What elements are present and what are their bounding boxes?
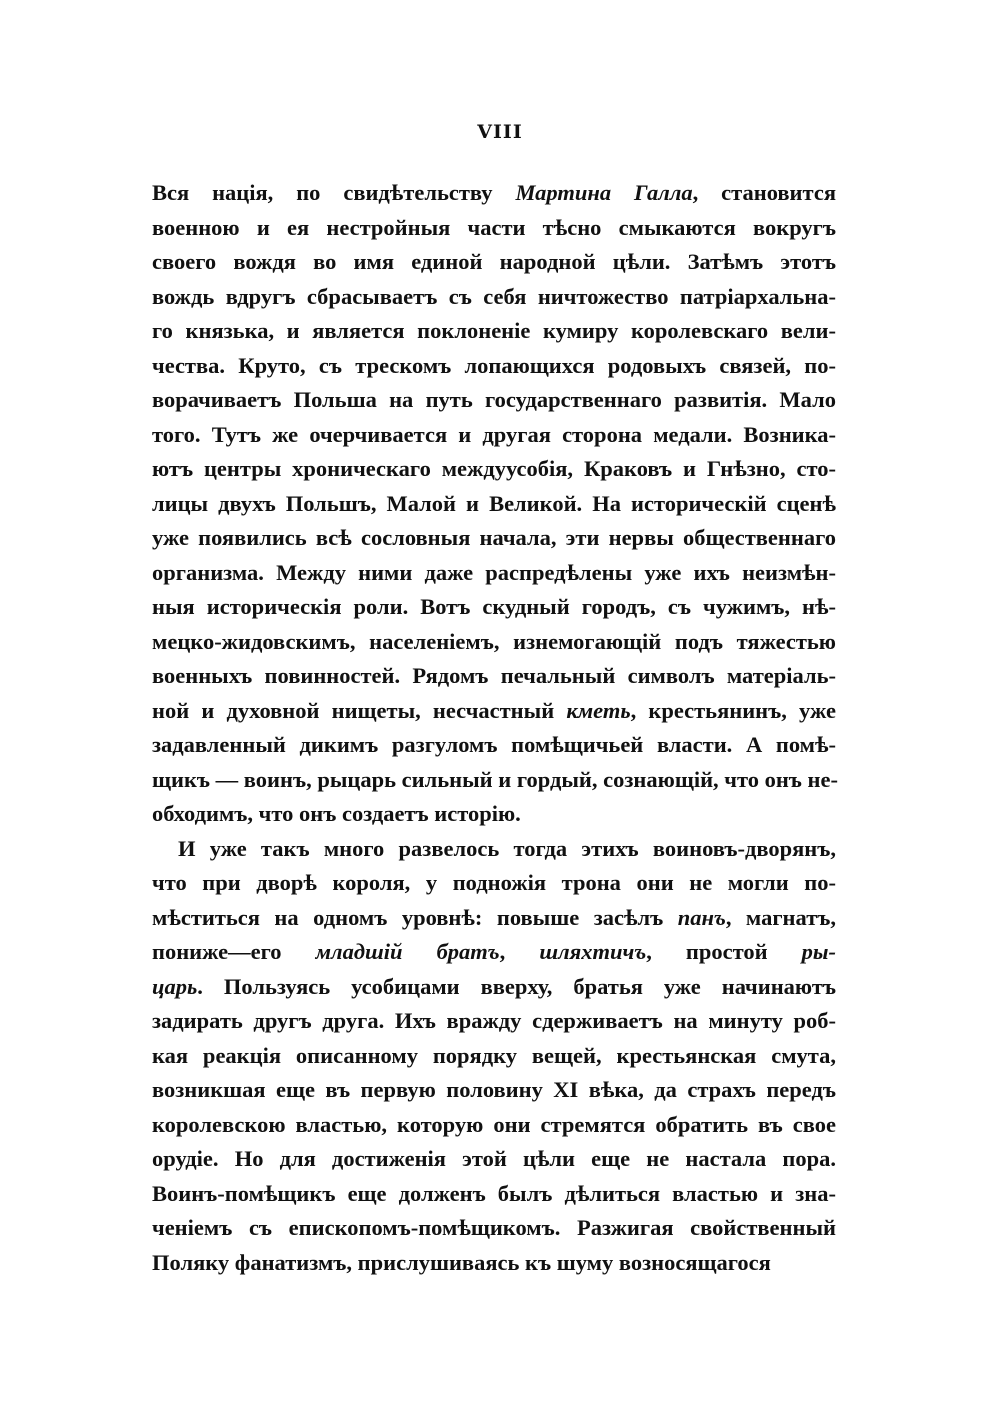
text-line [152, 1211, 836, 1246]
text-segment: . Пользуясь усобицами вверху, братья уже начинаютъ [197, 973, 836, 999]
emphasized-term: царь [152, 973, 198, 999]
text-line [152, 1039, 836, 1074]
text-line [152, 625, 836, 660]
text-segment: пониже—его [152, 939, 316, 964]
text-segment: мецко-жидовскимъ, населеніемъ, изнемогающій подъ тяжестью [152, 628, 836, 654]
text-line [152, 832, 836, 867]
text-line [152, 1246, 836, 1281]
text-segment: , крестьянинъ, уже [630, 697, 836, 723]
text-segment: военною и ея нестройныя части тѣсно смыкаются вокругъ [152, 214, 836, 240]
text-line [152, 280, 836, 315]
text-segment: организма. Между ними даже распредѣлены уже ихъ неизмѣн- [152, 559, 836, 585]
text-segment: задирать другъ друга. Ихъ вражду сдерживаетъ на минуту роб- [152, 1008, 836, 1033]
text-segment: королевскою властью, которую они стремятся обратить въ свое [152, 1111, 836, 1137]
text-segment: ченіемъ съ епископомъ-помѣщикомъ. Разжигая свойственный [152, 1215, 836, 1240]
page-number: VIII [477, 121, 523, 143]
emphasized-term: шляхтичъ [539, 939, 647, 964]
text-line [152, 452, 836, 487]
text-segment: , магнатъ, [725, 904, 836, 930]
text-segment: что при дворѣ короля, у подножія трона они не могли по- [152, 870, 836, 895]
text-segment: Поляку фанатизмъ, прислушиваясь къ шуму возносящагося [152, 1249, 771, 1275]
text-line [152, 245, 836, 280]
text-segment: задавленный дикимъ разгуломъ помѣщичьей власти. А помѣ- [152, 732, 836, 757]
text-line [152, 1073, 836, 1108]
text-segment: обходимъ, что онъ создаетъ исторію. [152, 801, 521, 826]
text-line [152, 349, 836, 384]
text-segment: лицы двухъ Польшъ, Малой и Великой. На историческій сценѣ [152, 490, 836, 516]
text-line [152, 1108, 836, 1143]
text-segment: И уже такъ много развелось тогда этихъ воиновъ-дворянъ, [178, 835, 836, 861]
text-segment: кая реакція описанному порядку вещей, крестьянская смута, [152, 1042, 836, 1068]
body-text [152, 176, 836, 1280]
text-segment: своего вождя во имя единой народной цѣли. Затѣмъ этотъ [152, 249, 836, 274]
text-line [152, 797, 836, 832]
text-segment: , становится [692, 180, 836, 205]
text-line [152, 487, 836, 522]
text-segment: , простой [646, 939, 802, 964]
text-line [152, 556, 836, 591]
text-line [152, 694, 836, 729]
emphasized-term: кметь [566, 697, 631, 723]
text-segment: ныя историческія роли. Вотъ скудный городъ, съ чужимъ, нѣ- [152, 594, 836, 619]
text-segment: мѣститься на одномъ уровнѣ: повыше засѣлъ [152, 904, 678, 930]
text-line [152, 211, 836, 246]
text-line [152, 1004, 836, 1039]
text-line [152, 176, 836, 211]
text-segment: уже появились всѣ сословныя начала, эти нервы общественнаго [152, 525, 836, 550]
text-line [152, 1177, 836, 1212]
text-segment: ной и духовной нищеты, несчастный [152, 697, 567, 723]
paragraph [152, 832, 836, 1281]
text-line [152, 1142, 836, 1177]
text-segment: го князька, и является поклоненіе кумиру королевскаго вели- [152, 318, 836, 343]
text-line [152, 970, 836, 1005]
text-segment: военныхъ повинностей. Рядомъ печальный символъ матеріаль- [152, 663, 836, 688]
text-line [152, 728, 836, 763]
emphasized-term: Мартина Галла [515, 180, 693, 205]
text-line [152, 314, 836, 349]
text-segment: ютъ центры хроническаго междуусобія, Краковъ и Гнѣзно, сто- [152, 456, 836, 481]
text-segment: Вся нація, по свидѣтельству [152, 180, 516, 205]
text-line [152, 935, 836, 970]
text-segment: орудіе. Но для достиженія этой цѣли еще не настала пора. [152, 1146, 836, 1171]
text-segment: чества. Круто, съ трескомъ лопающихся родовыхъ связей, по- [152, 352, 836, 378]
paragraph [152, 176, 836, 832]
text-line [152, 866, 836, 901]
text-line [152, 659, 836, 694]
emphasized-term: младшій братъ [315, 939, 500, 964]
text-line [152, 383, 836, 418]
text-line [152, 590, 836, 625]
text-line [152, 763, 836, 798]
text-segment: ворачиваетъ Польша на путь государственнаго развитія. Мало [152, 387, 836, 412]
text-segment: , [499, 939, 540, 964]
text-segment: вождь вдругъ сбрасываетъ съ себя ничтожество патріархальна- [152, 283, 836, 309]
text-line [152, 521, 836, 556]
text-segment: того. Тутъ же очерчивается и другая сторона медали. Возника- [152, 421, 836, 447]
text-line [152, 901, 836, 936]
text-line [152, 418, 836, 453]
emphasized-term: панъ [677, 904, 726, 930]
text-segment: возникшая еще въ первую половину XI вѣка, да страхъ передъ [152, 1077, 836, 1102]
text-segment: щикъ — воинъ, рыцарь сильный и гордый, сознающій, что онъ не- [152, 766, 838, 792]
text-segment: Воинъ-помѣщикъ еще долженъ былъ дѣлиться властью и зна- [152, 1180, 836, 1206]
emphasized-term: ры- [801, 939, 837, 964]
